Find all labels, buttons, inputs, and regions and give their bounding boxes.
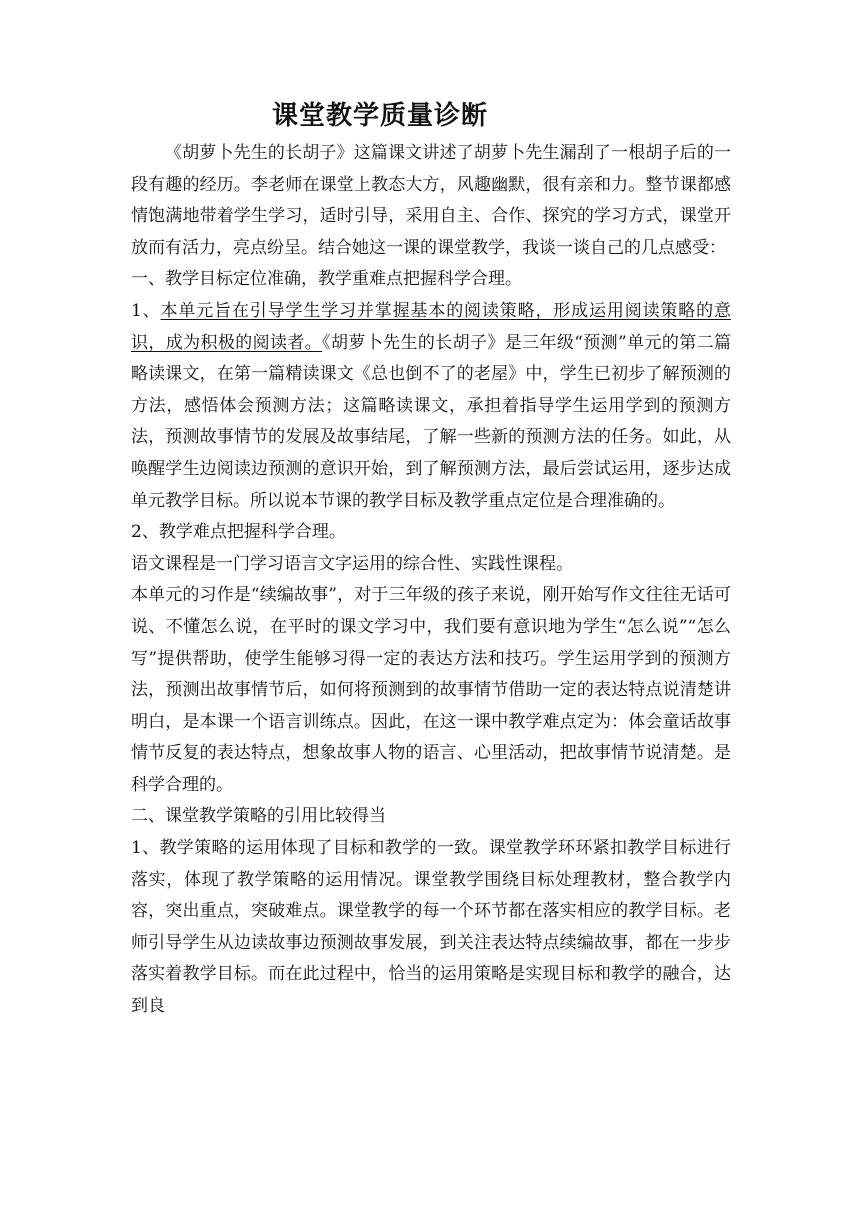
document-title: 课堂教学质量诊断	[272, 101, 489, 131]
underlined-sentence: 本单元旨在引导学生学习并掌握基本的阅读策略，形成运用阅读策略的意识，成为积极的阅读者。	[131, 300, 731, 353]
paragraph-3: 语文课程是一门学习语言文字运用的综合性、实践性课程。	[131, 553, 573, 574]
paragraph-5: 1、教学策略的运用体现了目标和教学的一致。课堂教学环环紧扣教学目标进行落实，体现了教学策略的运用情况。课堂教学围绕目标处理教材，整合教学内容，突出重点，突破难点。课堂教学的每一个环节都在落实相应的教学目标。老师引导学生从边读故事边预测故事发展，到关注表达特点续编故事，都在一步步落实着教学目标。而在此过程中，恰当的运用策略是实现目标和教学的融合，达到良	[131, 838, 731, 1017]
paragraph-2: 2、教学难点把握科学合理。	[131, 522, 346, 543]
section-heading-2: 二、课堂教学策略的引用比较得当	[131, 806, 386, 827]
paragraph-1	[131, 296, 731, 517]
paragraph-4: 本单元的习作是“续编故事”，对于三年级的孩子来说，刚开始写作文往往无话可说、不懂怎么说，在平时的课文学习中，我们要有意识地为学生“怎么说”“怎么写”提供帮助，使学生能够习得一定的表达方法和技巧。学生运用学到的预测方法，预测出故事情节后，如何将预测到的故事情节借助一定的表达特点说清楚讲明白，是本课一个语言训练点。因此，在这一课中教学难点定为：体会童话故事情节反复的表达特点，想象故事人物的语言、心里活动，把故事情节说清楚。是科学合理的。	[131, 585, 731, 795]
paragraph-1-number: 1、	[131, 300, 161, 321]
section-heading-1: 一、教学目标定位准确，教学重难点把握科学合理。	[131, 269, 522, 290]
document-body	[131, 138, 731, 1023]
intro-paragraph: 《胡萝卜先生的长胡子》这篇课文讲述了胡萝卜先生漏刮了一根胡子后的一段有趣的经历。李老师在课堂上教态大方，风趣幽默，很有亲和力。整节课都感情饱满地带着学生学习，适时引导，采用自主、合作、探究的学习方式，课堂开放而有活力，亮点纷呈。结合她这一课的课堂教学，我谈一谈自己的几点感受：	[131, 143, 731, 258]
paragraph-1-text: 《胡萝卜先生的长胡子》是三年级“预测”单元的第二篇略读课文，在第一篇精读课文《总也倒不了的老屋》中，学生已初步了解预测的方法，感悟体会预测方法；这篇略读课文，承担着指导学生运用学到的预测方法，预测故事情节的发展及故事结尾，了解一些新的预测方法的任务。如此，从唤醒学生边阅读边预测的意识开始，到了解预测方法，最后尝试运用，逐步达成单元教学目标。所以说本节课的教学目标及教学重点定位是合理准确的。	[131, 332, 731, 511]
